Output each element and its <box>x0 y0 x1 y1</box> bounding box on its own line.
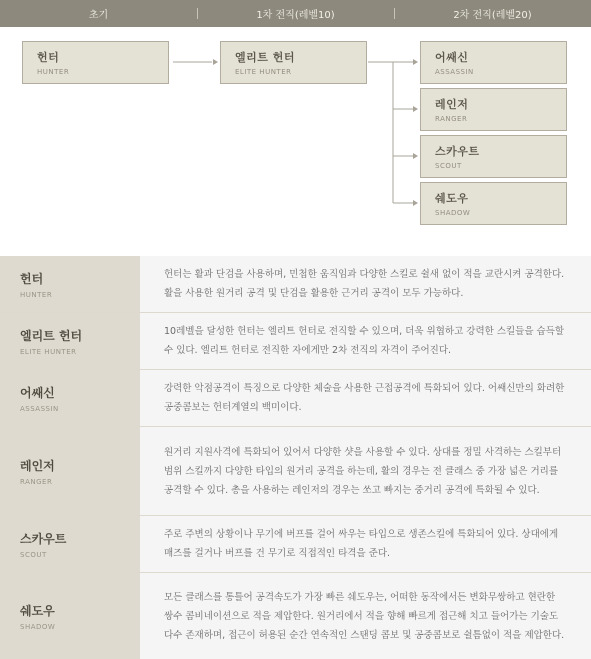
node-shadow <box>420 182 567 225</box>
description-row-shadow <box>0 573 591 659</box>
row-label-ko: 엘리트 헌터 <box>20 328 83 343</box>
row-label-en: ELITE HUNTER <box>20 347 77 356</box>
row-label-ko: 쉐도우 <box>20 603 55 618</box>
node-scout-en: SCOUT <box>435 162 462 170</box>
node-scout <box>420 135 567 178</box>
description-row-ranger <box>0 427 591 516</box>
header-initial: 초기 <box>88 10 109 21</box>
node-assassin-en: ASSASSIN <box>435 68 474 76</box>
node-elite-hunter-ko: 엘리트 헌터 <box>235 51 295 64</box>
node-assassin <box>420 41 567 84</box>
row-label-en: SHADOW <box>20 622 56 631</box>
row-label-en: HUNTER <box>20 290 53 299</box>
row-description: 원거리 지원사격에 특화되어 있어서 다양한 샷을 사용할 수 있다. 상대를 정밀 사격하는 스킬부터 범위 스킬까지 다양한 타입의 원거리 공격을 하는데, 활의 경우는 전 클래스 중 가장 넓은 거리를 공격할 수 있다. 총을 사용하는 레인저의 경우는 쏘고 빠지는 중거리 공격에 특화될 수 있다. <box>140 427 591 515</box>
row-description: 10레벨을 달성한 헌터는 엘리트 헌터로 전직할 수 있으며, 더욱 위협하고 강력한 스킬들을 습득할 수 있다. 엘리트 헌터로 전직한 자에게만 2차 전직의 자격이 주어진다. <box>140 313 591 369</box>
node-elite-hunter <box>220 41 367 84</box>
row-description: 강력한 악점공격이 특징으로 다양한 체술을 사용한 근접공격에 특화되어 있다. 어쌔신만의 화려한 공중콤보는 헌터계열의 백미이다. <box>140 370 591 426</box>
node-shadow-ko: 쉐도우 <box>435 192 469 205</box>
class-description-table <box>0 256 591 659</box>
row-label-ko: 스카우트 <box>20 531 67 546</box>
node-hunter <box>22 41 169 84</box>
description-row-elite-hunter <box>0 313 591 370</box>
node-ranger-en: RANGER <box>435 115 468 123</box>
description-row-hunter <box>0 256 591 313</box>
row-label <box>0 427 140 515</box>
row-label-en: ASSASSIN <box>20 404 59 413</box>
header-second-advancement: 2차 전직(레벨20) <box>394 0 591 27</box>
row-label <box>0 370 140 426</box>
node-hunter-ko: 헌터 <box>37 51 60 64</box>
node-ranger <box>420 88 567 131</box>
row-label-ko: 레인저 <box>20 458 55 473</box>
node-shadow-en: SHADOW <box>435 209 471 217</box>
row-label-ko: 헌터 <box>20 271 44 286</box>
node-hunter-en: HUNTER <box>37 68 70 76</box>
header-first-advancement: 1차 전직(레벨10) <box>197 0 394 27</box>
row-label <box>0 313 140 369</box>
row-label-ko: 어쌔신 <box>20 385 55 400</box>
row-description: 모든 클래스를 통틀어 공격속도가 가장 빠른 쉐도우는, 어떠한 동작에서든 변화무쌍하고 현란한 쌍수 콤비네이션으로 적을 제압한다. 원거리에서 적을 향해 빠르게 접근해 치고 들어가는 기술도 다수 존재하며, 접근이 허용된 순간 연속적인 스탠딩 콤보 및 공중콤보로 쉴틈없이 적을 제압한다. <box>140 573 591 659</box>
row-label-en: RANGER <box>20 477 53 486</box>
row-label <box>0 516 140 572</box>
row-label <box>0 573 140 659</box>
node-assassin-ko: 어쌔신 <box>435 51 469 64</box>
row-label <box>0 256 140 312</box>
row-description: 헌터는 활과 단검을 사용하며, 민첩한 움직임과 다양한 스킬로 쉴새 없이 적을 교란시켜 공격한다. 활을 사용한 원거리 공격 및 단검을 활용한 근거리 공격이 모두 가능하다. <box>140 256 591 312</box>
node-elite-hunter-en: ELITE HUNTER <box>235 68 292 76</box>
node-ranger-ko: 레인저 <box>435 98 469 111</box>
description-row-scout <box>0 516 591 573</box>
description-row-assassin <box>0 370 591 427</box>
row-description: 주로 주변의 상황이나 무기에 버프를 걸어 싸우는 타입으로 생존스킬에 특화되어 있다. 상대에게 매즈를 걸거나 버프를 건 무기로 직접적인 타격을 준다. <box>140 516 591 572</box>
node-scout-ko: 스카우트 <box>435 145 480 158</box>
row-label-en: SCOUT <box>20 550 47 559</box>
